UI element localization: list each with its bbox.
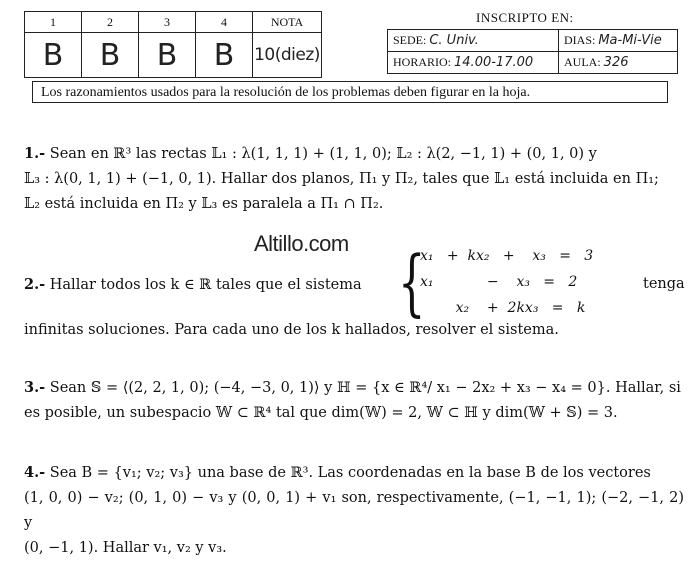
problem-3-number: 3.- xyxy=(24,379,46,396)
problem-2-lead xyxy=(24,272,404,298)
sede-value: C. Univ. xyxy=(429,33,479,48)
aula-cell xyxy=(559,52,678,74)
problem-4-line-2: (1, 0, 0) − v₂; (0, 1, 0) − v₃ y (0, 0, 1) + v₁ son, respectivamente, (−1, −1, 1); (−2, −1, 2) y xyxy=(24,490,684,531)
aula-value: 326 xyxy=(603,55,629,70)
sede-cell xyxy=(388,30,559,52)
dias-value: Ma-Mi-Vie xyxy=(598,33,662,48)
aula-label: AULA: xyxy=(564,55,601,69)
grade-header-1: 1 xyxy=(25,12,82,33)
problem-2-number: 2.- xyxy=(24,276,46,293)
problem-1-line-3: 𝕃₂ está incluida en Π₂ y 𝕃₃ es paralela a Π₁ ∩ Π₂. xyxy=(24,196,384,212)
problem-1-text: Sean en ℝ³ las rectas 𝕃₁ : λ(1, 1, 1) + (1, 1, 0); 𝕃₂ : λ(2, −1, 1) + (0, 1, 0) y xyxy=(49,146,597,162)
sede-label: SEDE: xyxy=(393,33,427,47)
grade-header-3: 3 xyxy=(139,12,196,33)
problem-4-line-1 xyxy=(24,460,684,486)
problem-4 xyxy=(24,460,684,561)
system-eq-3: x₂ + 2kx₃ = k xyxy=(420,300,586,316)
system-eq-2: x₁ − x₃ = 2 xyxy=(420,274,578,290)
horario-value: 14.00-17.00 xyxy=(454,55,534,70)
problem-1-line-2: 𝕃₃ : λ(0, 1, 1) + (−1, 0, 1). Hallar dos planos, Π₁ y Π₂, tales que 𝕃₁ está incluida en Π₁; xyxy=(24,171,659,187)
problem-3-line-2: es posible, un subespacio 𝕎 ⊂ ℝ⁴ tal que dim(𝕎) = 2, 𝕎 ⊂ ℍ y dim(𝕎 + 𝕊) = 3. xyxy=(24,405,618,421)
horario-cell xyxy=(388,52,559,74)
problem-1-line-1 xyxy=(24,141,684,167)
problem-4-line-3: (0, −1, 1). Hallar v₁, v₂ y v₃. xyxy=(24,540,227,556)
grade-header-4: 4 xyxy=(196,12,253,33)
problem-4-number: 4.- xyxy=(24,464,46,481)
grade-value-4: B xyxy=(196,33,253,78)
system-eq-1: x₁ + kx₂ + x₃ = 3 xyxy=(420,248,594,264)
instructions-notice: Los razonamientos usados para la resolución de los problemas deben figurar en la hoja. xyxy=(32,81,668,103)
grade-value-3: B xyxy=(139,33,196,78)
problem-2-trail: tenga xyxy=(643,276,685,292)
problem-3 xyxy=(24,375,684,426)
problem-3-text: Sean 𝕊 = ⟨(2, 2, 1, 0); (−4, −3, 0, 1)⟩ y ℍ = {x ∈ ℝ⁴/ x₁ − 2x₂ + x₃ − x₄ = 0}. Hallar, si xyxy=(49,380,681,396)
grade-header-nota: NOTA xyxy=(253,12,322,33)
problem-3-line-1 xyxy=(24,375,684,401)
inscripto-title: INSCRIPTO EN: xyxy=(476,10,574,25)
horario-label: HORARIO: xyxy=(393,55,452,69)
grade-value-nota: 10(diez) xyxy=(253,33,322,78)
problem-2-line-2: infinitas soluciones. Para cada uno de los k hallados, resolver el sistema. xyxy=(24,322,559,338)
problem-1 xyxy=(24,141,684,217)
problem-2-lead-text: Hallar todos los k ∈ ℝ tales que el sistema xyxy=(49,277,362,293)
problem-1-number: 1.- xyxy=(24,145,46,162)
grade-value-2: B xyxy=(82,33,139,78)
grade-table xyxy=(24,11,322,78)
problem-4-text: Sea B = {v₁; v₂; v₃} una base de ℝ³. Las coordenadas en la base B de los vectores xyxy=(49,465,651,481)
dias-label: DIAS: xyxy=(564,33,596,47)
watermark: Altillo.com xyxy=(254,231,349,256)
system-brace: { xyxy=(398,240,426,324)
grade-header-2: 2 xyxy=(82,12,139,33)
dias-cell xyxy=(559,30,678,52)
grade-value-1: B xyxy=(25,33,82,78)
inscripto-table xyxy=(387,29,678,74)
